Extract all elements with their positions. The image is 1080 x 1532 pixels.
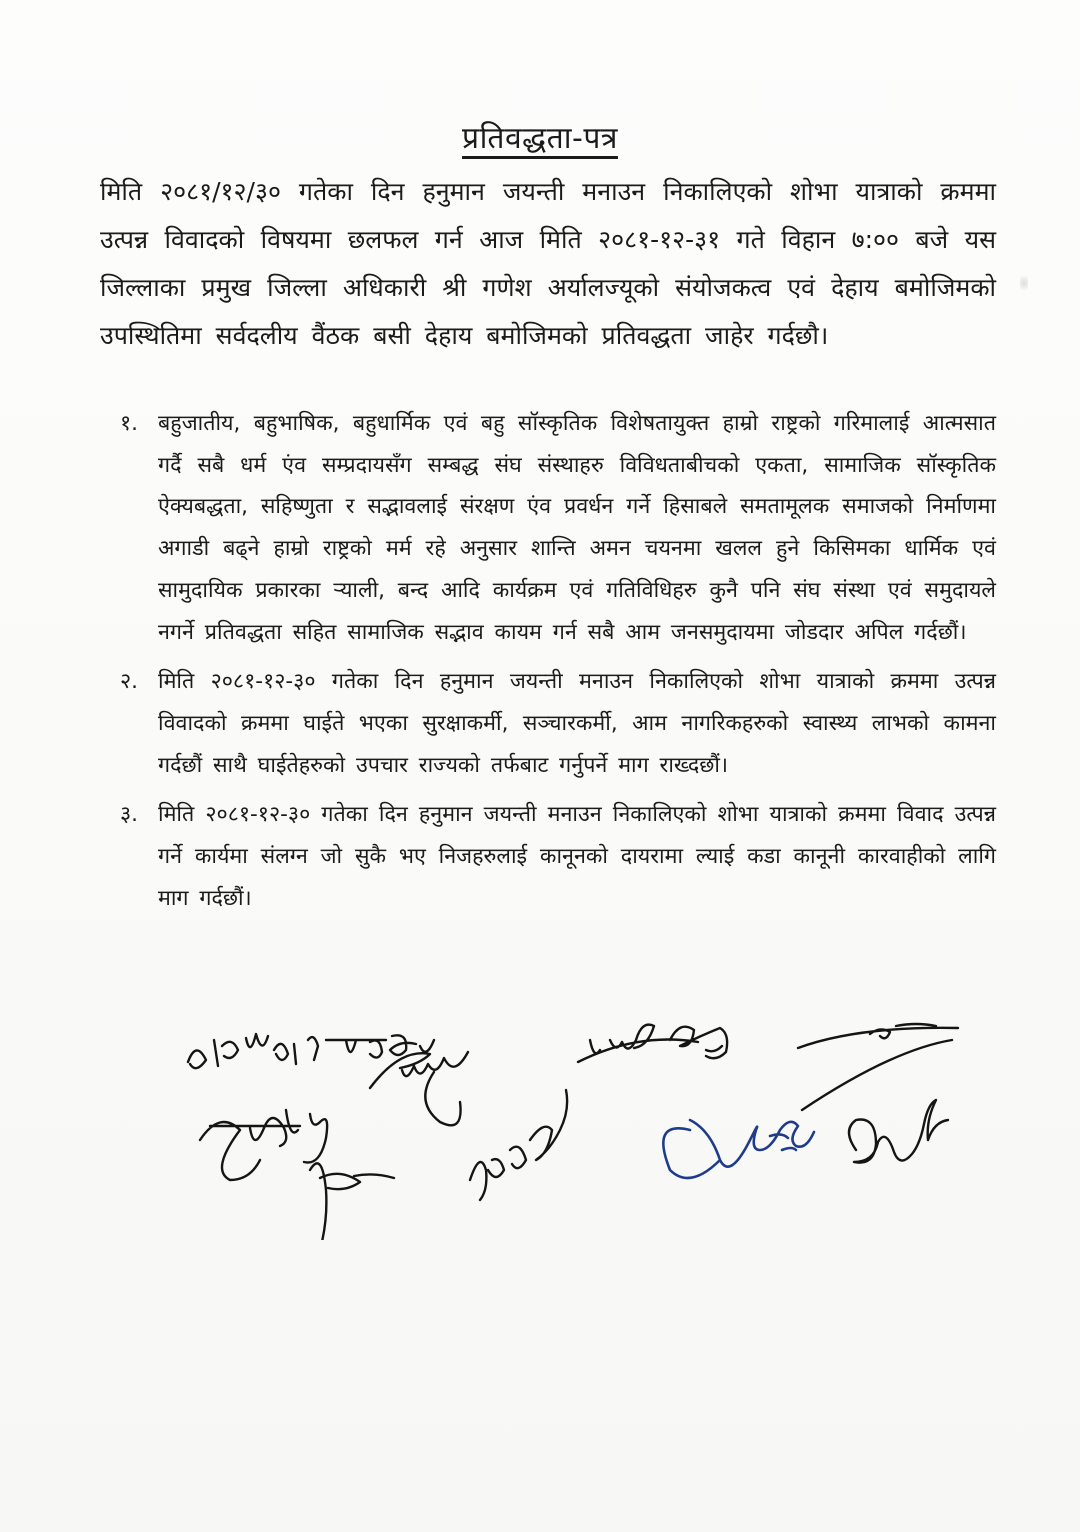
signature-4 bbox=[310, 1163, 394, 1240]
signatures-graphic bbox=[170, 1010, 1020, 1240]
signature-8 bbox=[798, 1024, 958, 1110]
signature-6 bbox=[578, 1025, 727, 1062]
list-item-number: १. bbox=[120, 411, 139, 436]
signature-1 bbox=[188, 1034, 434, 1068]
signature-2 bbox=[200, 1110, 327, 1180]
signature-7 bbox=[663, 1120, 814, 1178]
document-title: प्रतिवद्धता-पत्र bbox=[462, 121, 618, 156]
signature-3 bbox=[370, 1052, 468, 1125]
signatures-area bbox=[170, 1010, 1020, 1240]
list-item-number: ३. bbox=[120, 802, 139, 828]
list-item bbox=[120, 403, 996, 653]
list-item-text: मिति २०८१-१२-३० गतेका दिन हनुमान जयन्ती मनाउन निकालिएको शोभा यात्राको क्रममा विवाद उत्पन्न गर्ने कार्यमा संलग्न जो सुकै भए निजहरुलाई कानूनको दायरामा ल्याई कडा कानूनी कारवाहीको लागि माग गर्दछौं। bbox=[158, 802, 996, 911]
paper-speck bbox=[1020, 272, 1028, 294]
list-item-number: २. bbox=[120, 669, 139, 695]
commitment-list bbox=[120, 403, 996, 927]
list-item-text: मिति २०८१-१२-३० गतेका दिन हनुमान जयन्ती मनाउन निकालिएको शोभा यात्राको क्रममा उत्पन्न विवादको क्रममा घाईते भएका सुरक्षाकर्मी, सञ्चारकर्मी, आम नागरिकहरुको स्वास्थ्य लाभको कामना गर्दछौं साथै घाईतेहरुको उपचार राज्यको तर्फबाट गर्नुपर्ने माग राख्दछौं। bbox=[158, 669, 996, 778]
intro-paragraph: मिति २०८१/१२/३० गतेका दिन हनुमान जयन्ती मनाउन निकालिएको शोभा यात्राको क्रममा उत्पन्न विवादको विषयमा छलफल गर्न आज मिति २०८१-१२-३१ गते विहान ७:०० बजे यस जिल्लाका प्रमुख जिल्ला अधिकारी श्री गणेश अर्यालज्यूको संयोजकत्व एवं देहाय बमोजिमको उपस्थितिमा सर्वदलीय वैंठक बसी देहाय बमोजिमको प्रतिवद्धता जाहेर गर्दछौ। bbox=[100, 177, 996, 350]
list-item bbox=[120, 661, 996, 786]
list-item bbox=[120, 794, 996, 919]
signature-9 bbox=[849, 1100, 948, 1163]
list-item-text: बहुजातीय, बहुभाषिक, बहुधार्मिक एवं बहु सॉस्कृतिक विशेषतायुक्त हाम्रो राष्ट्रको गरिमालाई आत्मसात गर्दै सबै धर्म एंव सम्प्रदायसँग सम्बद्ध संघ संस्थाहरु विविधताबीचको एकता, सामाजिक सॉस्कृतिक ऐक्यबद्धता, सहिष्णुता र सद्भावलाई संरक्षण एंव प्रवर्धन गर्ने हिसाबले समतामूलक समाजको निर्माणमा अगाडी बढ्ने हाम्रो राष्ट्रको मर्म रहे अनुसार शान्ति अमन चयनमा खलल हुने किसिमका धार्मिक एवं सामुदायिक प्रकारका र्‍याली, बन्द आदि कार्यक्रम एवं गतिविधिहरु कुनै पनि संघ संस्था एवं समुदायले नगर्ने प्रतिवद्धता सहित सामाजिक सद्भाव कायम गर्न सबै आम जनसमुदायमा जोडदार अपिल गर्दछौं। bbox=[158, 411, 996, 645]
signature-5 bbox=[470, 1090, 567, 1200]
